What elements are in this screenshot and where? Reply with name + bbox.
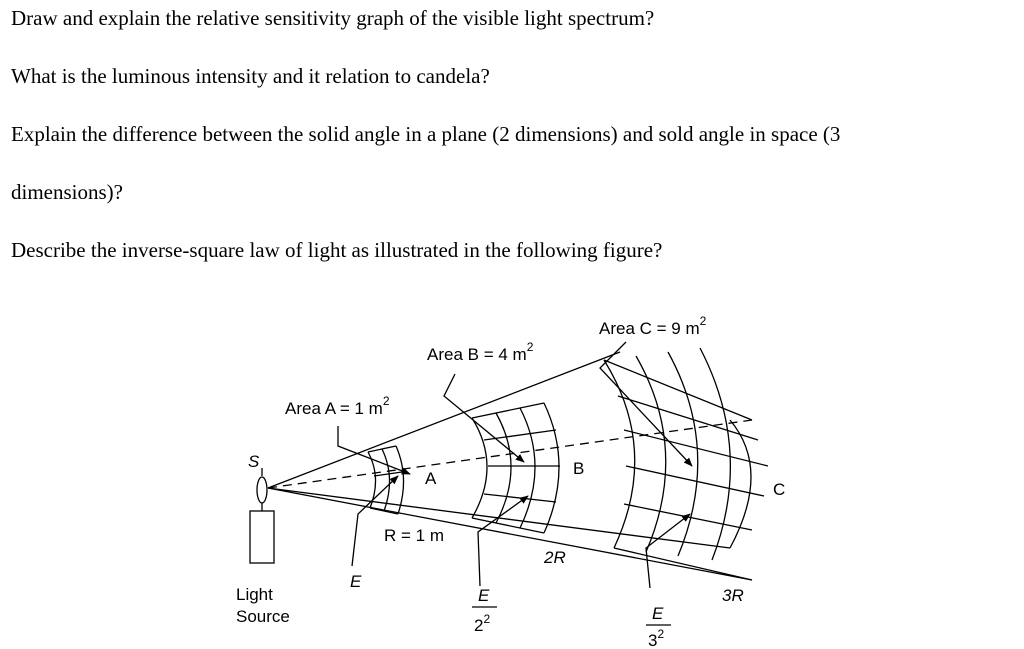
- illuminance-e2-numerator: E: [478, 586, 490, 605]
- illuminance-e-label: E: [350, 572, 362, 591]
- illuminance-e3-numerator: E: [652, 604, 664, 623]
- area-c-label: Area C = 9 $m^2$: [599, 314, 707, 338]
- area-a-patch: [368, 446, 404, 514]
- radius-3-label: 3R: [722, 586, 744, 605]
- patch-c-label: C: [773, 480, 786, 499]
- area-b-patch: [472, 403, 560, 533]
- illuminance-e2-denominator: $2^2$: [474, 612, 491, 635]
- patch-b-label: B: [573, 459, 585, 478]
- light-source-label-line-2: Source: [236, 607, 290, 626]
- question-1: Draw and explain the relative sensitivity graph of the visible light spectrum?: [11, 6, 655, 30]
- patch-a-label: A: [425, 469, 437, 488]
- question-3-line-2: dimensions)?: [11, 180, 123, 204]
- question-4: Describe the inverse-square law of light as illustrated in the following figure?: [11, 238, 663, 262]
- illuminance-e3-denominator: $3^2$: [648, 627, 665, 649]
- radius-1-label: R = 1 m: [384, 526, 444, 545]
- question-3-line-1: Explain the difference between the solid angle in a plane (2 dimensions) and sold angle in space (3: [11, 122, 841, 146]
- radius-2-label: 2R: [544, 548, 566, 567]
- light-source-icon: [250, 468, 274, 563]
- source-symbol-label: S: [248, 452, 260, 471]
- question-2: What is the luminous intensity and it relation to candela?: [11, 64, 490, 88]
- area-c-patch: [604, 348, 768, 580]
- leader-lines: [338, 342, 692, 588]
- light-source-label-line-1: Light: [236, 585, 273, 604]
- area-b-label: Area B = 4 $m^2$: [427, 340, 534, 364]
- area-a-label: Area A = 1 $m^2$: [285, 394, 390, 418]
